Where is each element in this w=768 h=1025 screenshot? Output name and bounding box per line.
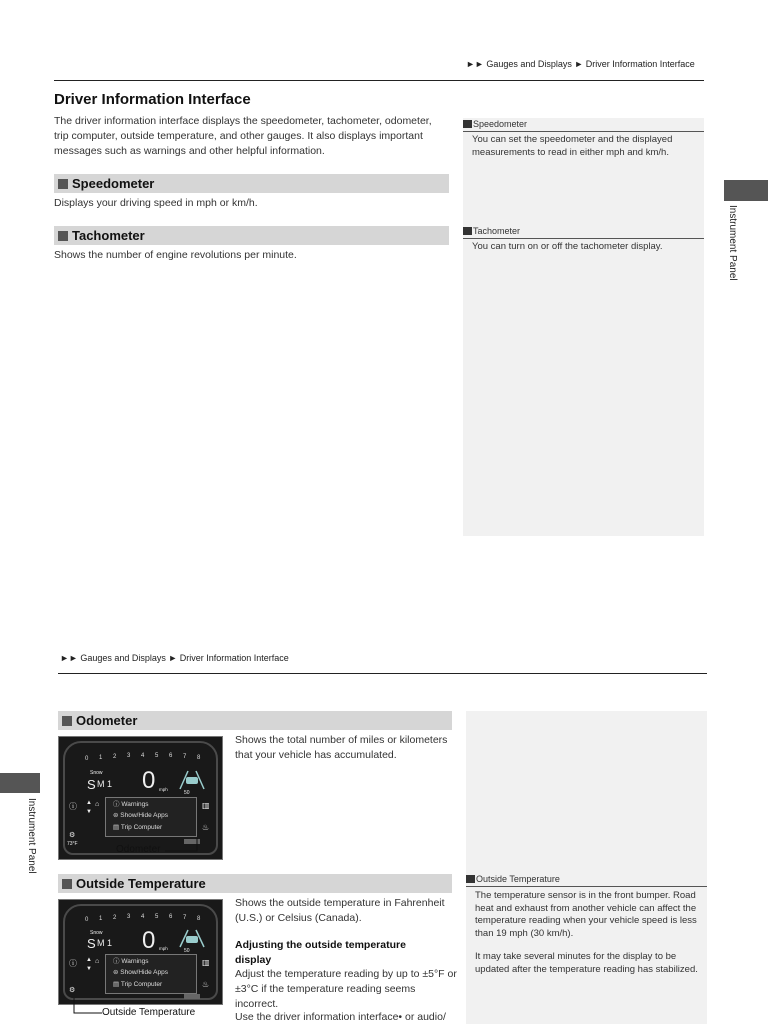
speed-unit: mph [159, 787, 168, 792]
gear-indicator: S [87, 936, 96, 951]
info-circle-icon: ⓘ [69, 959, 77, 968]
menu-item-warnings: ⓘ Warnings [113, 801, 149, 808]
tick-label: 5 [155, 753, 159, 759]
outside-temp-readout: 73°F [67, 841, 78, 847]
side-note-label-tachometer: Tachometer [463, 226, 520, 236]
section-heading-tachometer: Tachometer [54, 226, 449, 245]
tick-label: 2 [113, 915, 117, 921]
section-square-icon [58, 179, 68, 189]
fuel-gauge-icon: ▥ [202, 801, 210, 810]
section-heading-outside-temperature: Outside Temperature [58, 874, 452, 893]
side-note-rule [466, 886, 707, 887]
gear-icon: ⚙ [69, 987, 76, 994]
outside-temp-text: Shows the outside temperature in Fahrenheit (U.S.) or Celsius (Canada). [235, 897, 445, 924]
chapter-tab [724, 180, 768, 201]
outside-temp-text-3: Use the driver information interface• or audio/ [235, 1011, 446, 1023]
tick-label: 4 [141, 914, 145, 920]
side-note-text-speedometer: You can set the speedometer and the displayed measurements to read in either mph and km/h. [472, 134, 673, 158]
gear-icon: ⚙ [69, 832, 76, 839]
menu-item-trip: ▤ Trip Computer [113, 981, 163, 988]
tick-label: 0 [85, 917, 89, 923]
tick-label: 2 [113, 754, 117, 760]
tick-label: 1 [99, 916, 103, 922]
gear-mode: M [97, 779, 105, 789]
instrument-display-image [58, 899, 223, 1005]
tachometer-text: Shows the number of engine revolutions per minute. [54, 249, 297, 261]
side-note-rule [463, 238, 704, 239]
side-notes-panel [463, 118, 704, 536]
gear-mode: M [97, 938, 105, 948]
note-marker-icon [463, 120, 472, 128]
tick-label: 3 [127, 753, 131, 759]
header-rule [54, 80, 704, 81]
drive-mode: Snow [90, 930, 103, 936]
side-note-text-2: It may take several minutes for the display to be updated after the temperature reading has stabilized. [475, 951, 698, 975]
speed-readout: 0 [142, 767, 156, 794]
menu-arrows-icon: ▲ ▼ [86, 957, 92, 972]
section-heading-speedometer: Speedometer [54, 174, 449, 193]
menu-item-apps: ⊜ Show/Hide Apps [113, 969, 168, 976]
outside-temp-subheading: Adjusting the outside temperature display [235, 939, 406, 966]
side-notes-panel [466, 711, 707, 1024]
outside-temp-callout-line [70, 998, 104, 1018]
section-square-icon [58, 231, 68, 241]
side-note-text-1: The temperature sensor is in the front bumper. Road heat and exhaust from another vehicle can affect the temperature reading when your vehicle speed is less than 19 mph (30 km/h). [475, 890, 697, 939]
breadcrumb: ►► Gauges and Displays ► Driver Information Interface [466, 59, 695, 69]
speed-limit: 50 [184, 790, 190, 796]
tick-label: 7 [183, 754, 187, 760]
tick-label: 4 [141, 753, 145, 759]
menu-item-trip: ▤ Trip Computer [113, 824, 163, 831]
tick-label: 6 [169, 753, 173, 759]
side-note-label-speedometer: Speedometer [463, 119, 527, 129]
breadcrumb: ►► Gauges and Displays ► Driver Information Interface [60, 653, 289, 663]
side-note-rule [463, 131, 704, 132]
tick-label: 8 [197, 755, 201, 761]
tick-label: 5 [155, 914, 159, 920]
side-note-text-tachometer: You can turn on or off the tachometer display. [472, 241, 663, 252]
lane-assist-icon [174, 767, 210, 791]
speedometer-text: Displays your driving speed in mph or km/h. [54, 197, 258, 209]
outside-temp-callout: Outside Temperature [102, 1007, 196, 1018]
drive-mode: Snow [90, 770, 103, 776]
note-marker-icon [466, 875, 475, 883]
header-rule [58, 673, 707, 674]
page-title: Driver Information Interface [54, 91, 251, 108]
fuel-gauge-icon: ▥ [202, 958, 210, 967]
tick-label: 1 [99, 755, 103, 761]
tick-label: 7 [183, 915, 187, 921]
info-circle-icon: ⓘ [69, 802, 77, 811]
odometer-callout: Odometer [116, 844, 161, 855]
menu-arrows-icon: ▲ ▼ [86, 800, 92, 815]
speed-readout: 0 [142, 927, 156, 954]
tick-label: 6 [169, 914, 173, 920]
menu-item-apps: ⊜ Show/Hide Apps [113, 812, 168, 819]
odometer-callout-line [165, 836, 201, 856]
gear-number: 1 [107, 779, 113, 789]
speed-unit: mph [159, 946, 168, 951]
speed-limit: 50 [184, 948, 190, 954]
tick-label: 8 [197, 916, 201, 922]
home-icon: ⌂ [95, 958, 100, 965]
chapter-tab-label: Instrument Panel [26, 798, 37, 874]
gear-indicator: S [87, 777, 96, 792]
odometer-text: Shows the total number of miles or kilometers that your vehicle has accumulated. [235, 734, 448, 761]
lane-assist-icon [174, 927, 210, 949]
side-note-label-outside-temperature: Outside Temperature [466, 874, 560, 884]
menu-item-warnings: ⓘ Warnings [113, 958, 149, 965]
gear-number: 1 [107, 938, 113, 948]
chapter-tab-label: Instrument Panel [727, 205, 738, 281]
tick-label: 3 [127, 914, 131, 920]
odometer-readout [184, 994, 200, 999]
temp-gauge-icon: ♨ [202, 980, 210, 989]
section-square-icon [62, 716, 72, 726]
note-marker-icon [463, 227, 472, 235]
temp-gauge-icon: ♨ [202, 823, 210, 832]
section-square-icon [62, 879, 72, 889]
home-icon: ⌂ [95, 801, 100, 808]
outside-temp-text-2: Adjust the temperature reading by up to ±5°F or ±3°C if the temperature reading seems incorrect. [235, 968, 457, 1010]
chapter-tab [0, 773, 40, 793]
intro-paragraph: The driver information interface displays the speedometer, tachometer, odometer, trip computer, outside temperature, and other gauges. It also displays important messages such as warnings and other helpful information. [54, 115, 432, 157]
tick-label: 0 [85, 756, 89, 762]
section-heading-odometer: Odometer [58, 711, 452, 730]
